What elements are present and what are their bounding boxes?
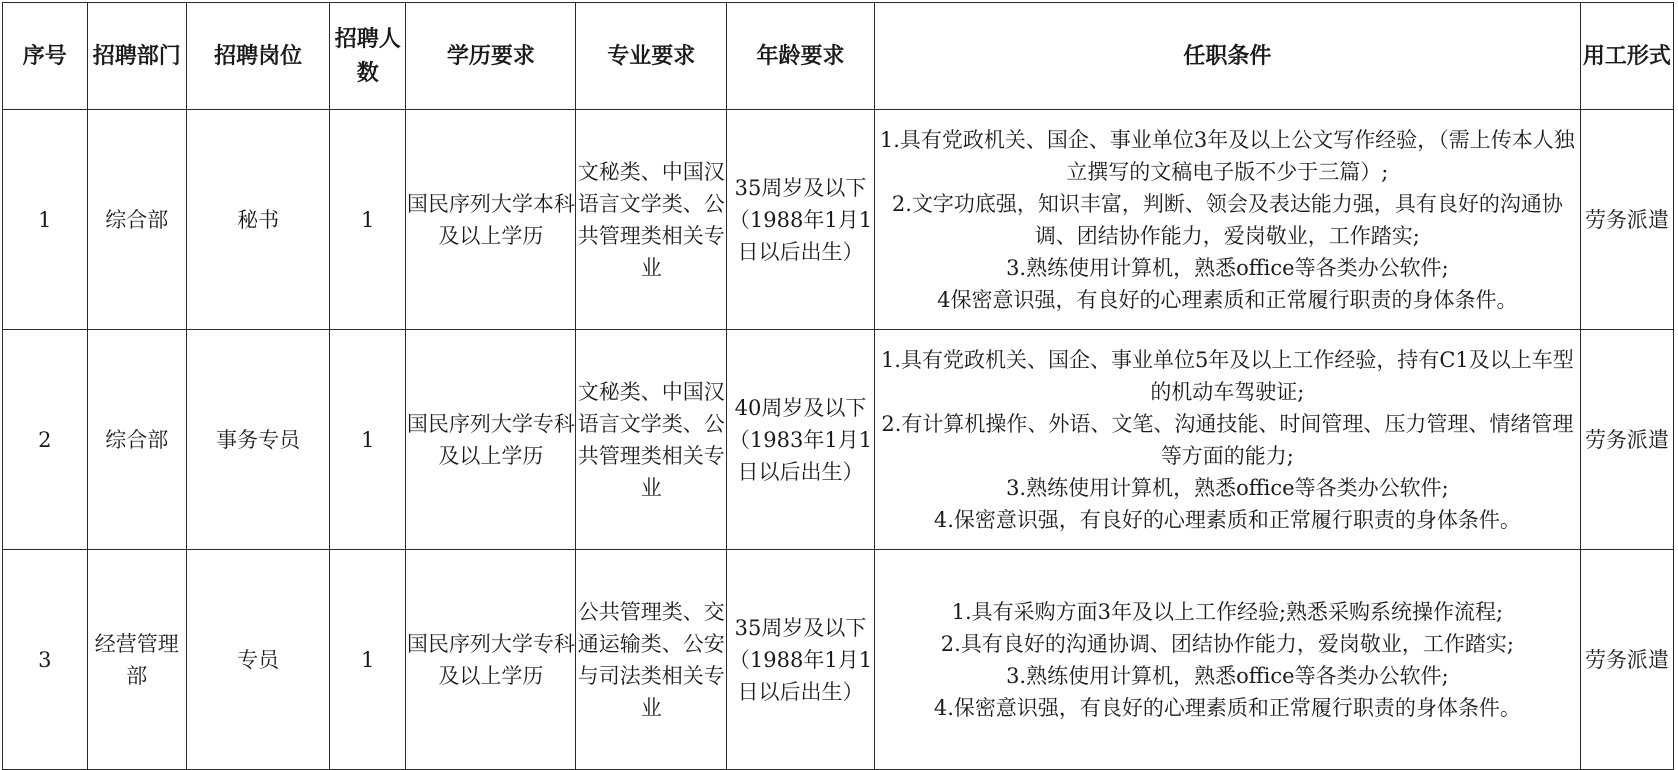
- table-row: [3, 330, 1674, 550]
- cell-major: 公共管理类、交通运输类、公安与司法类相关专业: [576, 550, 727, 770]
- condition-line: 1.具有采购方面3年及以上工作经验;熟悉采购系统操作流程;: [951, 599, 1504, 624]
- cell-count: 1: [330, 550, 406, 770]
- cell-conditions: [874, 550, 1580, 770]
- cell-employment: 劳务派遣: [1580, 330, 1673, 550]
- cell-employment: 劳务派遣: [1580, 550, 1673, 770]
- cell-employment: 劳务派遣: [1580, 110, 1673, 330]
- header-age: 年龄要求: [727, 3, 875, 110]
- cell-post: 秘书: [186, 110, 329, 330]
- cell-no: 2: [3, 330, 88, 550]
- header-major: 专业要求: [576, 3, 727, 110]
- header-conditions: 任职条件: [874, 3, 1580, 110]
- condition-line: 1.具有党政机关、国企、事业单位3年及以上公文写作经验，（需上传本人独立撰写的文稿电子版不少于三篇）;: [879, 127, 1575, 184]
- condition-line: 3.熟练使用计算机，熟悉office等各类办公软件;: [1006, 475, 1449, 500]
- cell-dept: 经营管理部: [87, 550, 186, 770]
- header-no: 序号: [3, 3, 88, 110]
- header-row: [3, 3, 1674, 110]
- condition-line: 4保密意识强，有良好的心理素质和正常履行职责的身体条件。: [937, 287, 1518, 312]
- condition-line: 3.熟练使用计算机，熟悉office等各类办公软件;: [1006, 255, 1449, 280]
- cell-conditions: [874, 330, 1580, 550]
- cell-dept: 综合部: [87, 110, 186, 330]
- condition-line: 2.具有良好的沟通协调、团结协作能力，爱岗敬业，工作踏实;: [940, 631, 1514, 656]
- cell-no: 1: [3, 110, 88, 330]
- table-row: [3, 550, 1674, 770]
- condition-line: 4.保密意识强，有良好的心理素质和正常履行职责的身体条件。: [933, 507, 1521, 532]
- cell-age: 35周岁及以下（1988年1月1日以后出生）: [727, 110, 875, 330]
- recruitment-table-wrapper: [2, 2, 1674, 770]
- cell-education: 国民序列大学专科及以上学历: [406, 550, 576, 770]
- cell-count: 1: [330, 330, 406, 550]
- cell-major: 文秘类、中国汉语言文学类、公共管理类相关专业: [576, 330, 727, 550]
- cell-conditions: [874, 110, 1580, 330]
- cell-no: 3: [3, 550, 88, 770]
- header-employment: 用工形式: [1580, 3, 1673, 110]
- cell-education: 国民序列大学专科及以上学历: [406, 330, 576, 550]
- header-education: 学历要求: [406, 3, 576, 110]
- cell-post: 事务专员: [186, 330, 329, 550]
- cell-dept: 综合部: [87, 330, 186, 550]
- header-post: 招聘岗位: [186, 3, 329, 110]
- header-count: 招聘人数: [330, 3, 406, 110]
- cell-education: 国民序列大学本科及以上学历: [406, 110, 576, 330]
- cell-count: 1: [330, 110, 406, 330]
- condition-line: 4.保密意识强，有良好的心理素质和正常履行职责的身体条件。: [933, 695, 1521, 720]
- table-row: [3, 110, 1674, 330]
- condition-line: 2.文字功底强，知识丰富，判断、领会及表达能力强，具有良好的沟通协调、团结协作能力，爱岗敬业，工作踏实;: [891, 191, 1563, 248]
- condition-line: 3.熟练使用计算机，熟悉office等各类办公软件;: [1006, 663, 1449, 688]
- cell-age: 35周岁及以下（1988年1月1日以后出生）: [727, 550, 875, 770]
- header-dept: 招聘部门: [87, 3, 186, 110]
- cell-age: 40周岁及以下（1983年1月1日以后出生）: [727, 330, 875, 550]
- cell-post: 专员: [186, 550, 329, 770]
- condition-line: 1.具有党政机关、国企、事业单位5年及以上工作经验，持有C1及以上车型的机动车驾驶证;: [880, 347, 1574, 404]
- condition-line: 2.有计算机操作、外语、文笔、沟通技能、时间管理、压力管理、情绪管理等方面的能力;: [881, 411, 1574, 468]
- cell-major: 文秘类、中国汉语言文学类、公共管理类相关专业: [576, 110, 727, 330]
- recruitment-table: [2, 2, 1674, 770]
